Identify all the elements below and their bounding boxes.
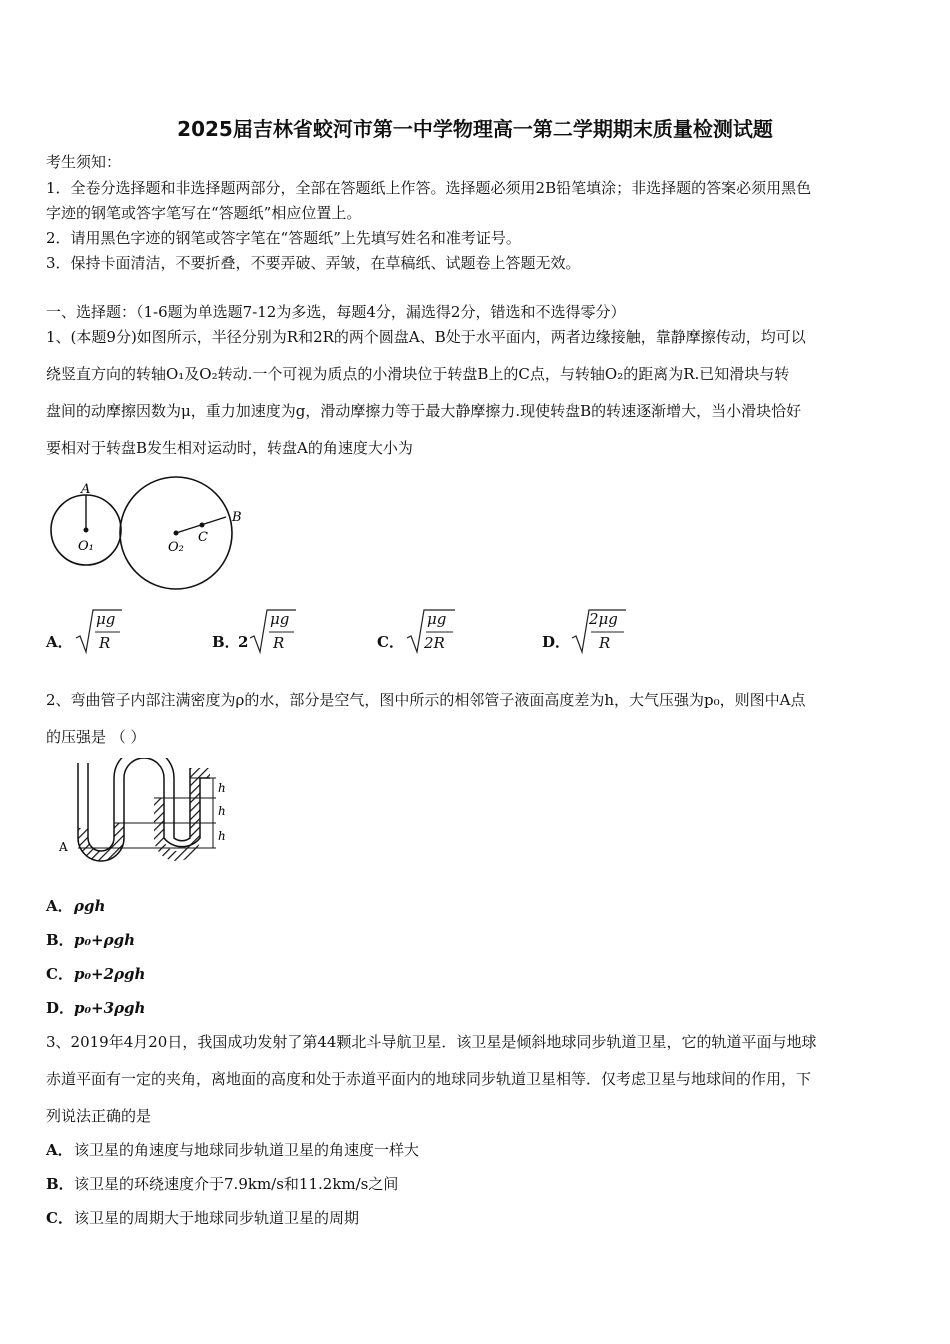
q1-text-line: 要相对于转盘B发生相对运动时，转盘A的角速度大小为 xyxy=(46,439,413,457)
denominator: R xyxy=(599,634,611,652)
q3-text-line: 列说法正确的是 xyxy=(46,1107,152,1125)
option-label: B． xyxy=(46,1175,74,1193)
option-label: A． xyxy=(46,1141,73,1159)
label-h: h xyxy=(218,829,226,843)
option-label: C． xyxy=(46,965,73,983)
q1-text-line: 1、(本题9分)如图所示，半径分别为R和2R的两个圆盘A、B处于水平面内，两者边缘接触，靠静摩擦传动，均可以 xyxy=(46,328,806,346)
numerator: μg xyxy=(270,610,290,628)
denominator: 2R xyxy=(424,634,445,652)
label-a: A xyxy=(81,482,91,497)
section-heading: 一、选择题：（1-6题为单选题7-12为多选，每题4分，漏选得2分，错选和不选得零分） xyxy=(46,303,626,321)
option-label: D． xyxy=(542,633,571,651)
label-h: h xyxy=(218,804,226,818)
notice-heading: 考生须知： xyxy=(46,153,122,171)
label-a: A xyxy=(59,840,68,854)
option-text: p₀+2ρgh xyxy=(74,965,146,983)
q3-text-line: 赤道平面有一定的夹角，离地面的高度和处于赤道平面内的地球同步轨道卫星相等．仅考虑卫星与地球间的作用，下 xyxy=(46,1070,812,1088)
label-o2: O₂ xyxy=(168,540,184,555)
option-label: D． xyxy=(46,999,75,1017)
denominator: R xyxy=(99,634,111,652)
label-c: C xyxy=(198,530,208,545)
q2-text-line: 的压强是 （ ） xyxy=(46,728,146,746)
option-label: C． xyxy=(377,633,404,651)
notice-line: 2．请用黑色字迹的钢笔或答字笔在“答题纸”上先填写姓名和准考证号。 xyxy=(46,229,521,247)
page-title: 2025届吉林省蛟河市第一中学物理高一第二学期期末质量检测试题 xyxy=(177,117,773,141)
option-label: B． xyxy=(212,633,240,651)
q2-tube-figure xyxy=(56,758,241,878)
option-text: p₀+ρgh xyxy=(74,931,135,949)
option-label: A． xyxy=(46,633,73,651)
option-text: 该卫星的角速度与地球同步轨道卫星的角速度一样大 xyxy=(74,1141,420,1159)
q1-text-line: 盘间的动摩擦因数为μ，重力加速度为g，滑动摩擦力等于最大静摩擦力.现使转盘B的转速逐渐增大，当小滑块恰好 xyxy=(46,402,802,420)
numerator: μg xyxy=(96,610,116,628)
option-text: 该卫星的环绕速度介于7.9km/s和11.2km/s之间 xyxy=(74,1175,399,1193)
denominator: R xyxy=(273,634,285,652)
notice-line: 1．全卷分选择题和非选择题两部分，全部在答题纸上作答。选择题必须用2B铅笔填涂；非选择题的答案必须用黑色 xyxy=(46,179,812,197)
q3-text-line: 3、2019年4月20日，我国成功发射了第44颗北斗导航卫星．该卫星是倾斜地球同步轨道卫星，它的轨道平面与地球 xyxy=(46,1033,817,1051)
option-text: ρgh xyxy=(74,897,106,915)
option-text: p₀+3ρgh xyxy=(74,999,146,1017)
q1-disc-figure xyxy=(46,475,256,595)
option-label: A． xyxy=(46,897,73,915)
notice-line: 3．保持卡面清洁，不要折叠，不要弄破、弄皱，在草稿纸、试题卷上答题无效。 xyxy=(46,254,581,272)
label-h: h xyxy=(218,781,226,795)
q1-text-line: 绕竖直方向的转轴O₁及O₂转动.一个可视为质点的小滑块位于转盘B上的C点，与转轴O₂的距离为R.已知滑块与转 xyxy=(46,365,790,383)
label-b: B xyxy=(232,510,242,525)
q2-text-line: 2、弯曲管子内部注满密度为ρ的水，部分是空气，图中所示的相邻管子液面高度差为h，大气压强为p₀，则图中A点 xyxy=(46,691,806,709)
notice-line: 字迹的钢笔或答字笔写在“答题纸”相应位置上。 xyxy=(46,204,362,222)
numerator: 2μg xyxy=(589,610,618,628)
label-o1: O₁ xyxy=(78,539,94,554)
coefficient: 2 xyxy=(238,633,249,651)
option-text: 该卫星的周期大于地球同步轨道卫星的周期 xyxy=(74,1209,360,1227)
option-label: C． xyxy=(46,1209,73,1227)
option-label: B． xyxy=(46,931,74,949)
numerator: μg xyxy=(427,610,447,628)
